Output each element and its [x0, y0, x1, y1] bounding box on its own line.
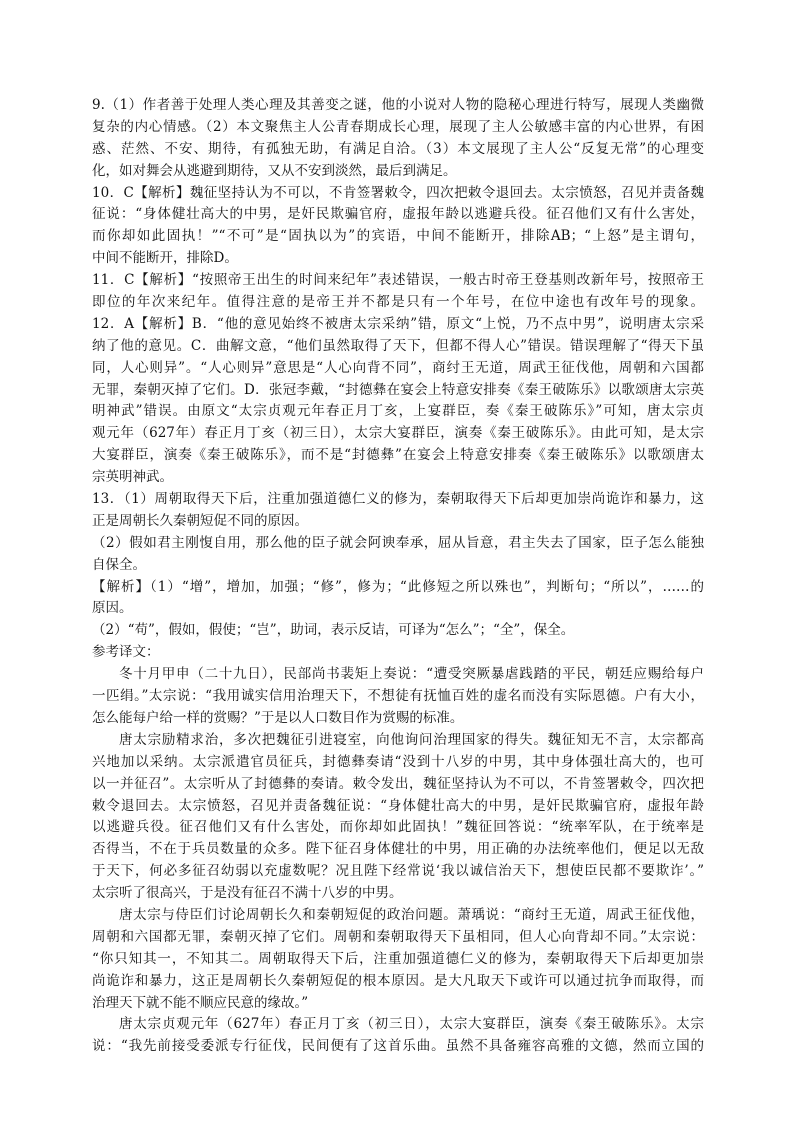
text-line: 宗英明神武。	[92, 469, 173, 486]
text-line: 冬十月甲申（二十九日），民部尚书裴矩上奏说：“遭受突厥暴虐践踏的平民，朝廷应赐给每户	[119, 666, 704, 683]
text-line: 【解析】（1）“增”，增加，加强；“修”，修为；“此修短之所以殊也”，判断句；“所以”，……的	[92, 578, 704, 595]
text-line: 敕令退回去。太宗愤怒，召见并责备魏征说：“身体健壮高大的中男，是奸民欺骗官府，虚报年龄	[92, 797, 704, 814]
text-line: 兴地加以采纳。太宗派遣官员征兵，封德彝奏请“没到十八岁的中男，其中身体强壮高大的，也可	[92, 753, 704, 770]
text-line: 尚诡诈和暴力，这正是周朝长久秦朝短促的根本原因。是大凡取天下或许可以通过抗争而取得，而	[92, 972, 704, 989]
text-line: 唐太宗与侍臣们讨论周朝长久和秦朝短促的政治问题。萧瑀说：“商纣王无道，周武王征伐他，	[119, 906, 704, 923]
text-line: 纳了他的意见。C．曲解文意，“他们虽然取得了天下，但都不得人心”错误。错误理解了“得天下虽	[92, 337, 704, 354]
text-line: 大宴群臣，演奏《秦王破陈乐》，而不是“封德彝”在宴会上特意安排奏《秦王破陈乐》以歌颂唐太	[92, 447, 704, 464]
text-line: 周朝和六国都无罪，秦朝灭掉了它们。周朝和秦朝取得天下虽相同，但人心向背却不同。”太宗说：	[92, 928, 704, 945]
text-line: 无罪，秦朝灭掉了它们。D．张冠李戴，“封德彝在宴会上特意安排奏《秦王破陈乐》以歌颂唐太宗英	[92, 381, 704, 398]
text-line: 复杂的内心情感。（2）本文聚焦主人公青春期成长心理，展现了主人公敏感丰富的内心世界，有困	[92, 118, 704, 135]
text-line: 中间不能断开，排除D。	[92, 250, 238, 267]
text-line: 于天下，何必多征召幼弱以充虚数呢？况且陛下经常说‘我以诚信治天下，想使臣民都不要欺诈’。”	[92, 863, 704, 880]
text-line: 原因。	[92, 600, 133, 617]
answer-document	[92, 95, 704, 1058]
text-line: 惑、茫然、不安、期待，有孤独无助，有满足自洽。（3）本文展现了主人公“反复无常”的心理变	[92, 140, 704, 157]
text-line: 正是周朝长久秦朝短促不同的原因。	[92, 512, 308, 529]
text-line: 而你却如此固执！”“不可”是“固执以为”的宾语，中间不能断开，排除AB；“上怒”是主谓句，	[92, 228, 704, 245]
text-line: 唐太宗励精求治，多次把魏征引进寝室，向他询问治理国家的得失。魏征知无不言，太宗都高	[119, 731, 704, 748]
section-heading: 参考译文：	[92, 644, 160, 661]
text-line: 9.（1）作者善于处理人类心理及其善变之谜，他的小说对人物的隐秘心理进行特写，展现人类幽微	[92, 97, 704, 113]
text-line: 11．C【解析】“按照帝王出生的时间来纪年”表述错误，一般古时帝王登基则改新年号，按照帝王	[92, 272, 704, 289]
text-line: 否得当，不在于兵员数量的众多。陛下征召身体健壮的中男，用正确的办法统率他们，便足以无敌	[92, 841, 704, 858]
text-line: 明神武”错误。由原文“太宗贞观元年春正月丁亥，上宴群臣，奏《秦王破陈乐》”可知，唐太宗贞	[92, 403, 704, 420]
text-line: 13．（1）周朝取得天下后，注重加强道德仁义的修为，秦朝取得天下后却更加崇尚诡诈和暴力，这	[92, 491, 704, 508]
text-line: 说：“我先前接受委派专行征伐，民间便有了这首乐曲。虽然不具备雍容高雅的文德，然而立国的	[92, 1038, 704, 1055]
text-line: 怎么能每户给一样的赏赐？”于是以人口数目作为赏赐的标准。	[92, 709, 464, 726]
text-line: 征说：“身体健壮高大的中男，是奸民欺骗官府，虚报年龄以逃避兵役。征召他们又有什么害处，	[92, 206, 704, 223]
text-line: 一匹绢。”太宗说：“我用诚实信用治理天下，不想徒有抚恤百姓的虚名而没有实际恩德。户有大小，	[92, 688, 704, 705]
text-line: 以逃避兵役。征召他们又有什么害处，而你却如此固执！”魏征回答说：“统率军队，在于统率是	[92, 819, 704, 836]
text-line: 12．A【解析】B．“他的意见始终不被唐太宗采纳”错，原文“上悦，乃不点中男”，说明唐太宗采	[92, 315, 704, 332]
text-line: 唐太宗贞观元年（627年）春正月丁亥（初三日），太宗大宴群臣，演奏《秦王破陈乐》。太宗	[119, 1016, 704, 1033]
text-line: （2）“苟”，假如，假使；“岂”，助词，表示反诘，可译为“怎么”；“全”，保全。	[92, 622, 575, 639]
text-line: 以一并征召”。太宗听从了封德彝的奏请。敕令发出，魏征坚持认为不可以，不肯签署敕令，四次把	[92, 775, 704, 792]
text-line: 太宗听了很高兴，于是没有征召不满十八岁的中男。	[92, 885, 403, 902]
text-line: “你只知其一，不知其二。周朝取得天下后，注重加强道德仁义的修为，秦朝取得天下后却更加崇	[92, 950, 704, 967]
text-line: 同，人心则异”。“人心则异”意思是“人心向背不同”，商纣王无道，周武王征伐他，周朝和六国都	[92, 359, 704, 376]
text-line: 化，如对舞会从逃避到期待，又从不安到淡然，最后到满足。	[92, 162, 457, 179]
text-line: 治理天下就不能不顺应民意的缘故。”	[92, 994, 309, 1011]
text-line: （2）假如君主刚愎自用，那么他的臣子就会阿谀奉承，屈从旨意，君主失去了国家，臣子怎么能独	[92, 534, 704, 551]
text-line: 观元年（627年）春正月丁亥（初三日），太宗大宴群臣，演奏《秦王破陈乐》。由此可知，是太宗	[92, 425, 704, 442]
text-line: 即位的年次来纪年。值得注意的是帝王并不都是只有一个年号，在位中途也有改年号的现象。	[92, 294, 704, 311]
text-line: 10．C【解析】魏征坚持认为不可以，不肯签署敕令，四次把敕令退回去。太宗愤怒，召见并责备魏	[92, 184, 704, 201]
text-line: 自保全。	[92, 556, 146, 573]
